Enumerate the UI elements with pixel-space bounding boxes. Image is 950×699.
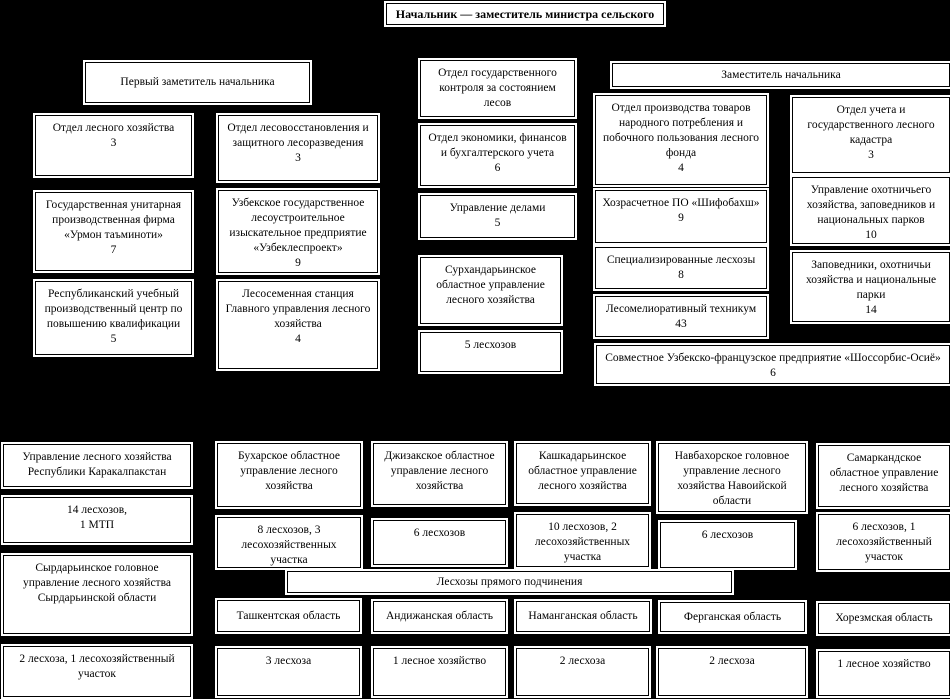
box-label: Ферганская область xyxy=(683,610,782,623)
box-label: Отдел экономики, финансов и бухгалтерского учета xyxy=(428,132,567,159)
box-label: Наманганская область xyxy=(528,610,638,622)
box-khorezm-count xyxy=(818,651,950,696)
box-count: 5 xyxy=(494,217,501,229)
box-label: Отдел производства товаров народного потребления и побочного пользования лесного фонда xyxy=(602,102,760,159)
box-count: 5 xyxy=(110,333,117,345)
box-tashkent-count xyxy=(217,648,360,696)
box-specialized-leskhozes xyxy=(595,247,767,289)
box-dept-economics xyxy=(420,125,575,186)
box-kashkadarya xyxy=(516,443,649,504)
box-label: Управление охотничьего хозяйства, заповедников и национальных парков xyxy=(806,184,936,226)
box-count: 10 xyxy=(865,229,877,241)
box-label: Специализированные лесхозы xyxy=(606,254,756,266)
box-navbakhor xyxy=(658,443,806,512)
box-count: 4 xyxy=(295,333,301,345)
box-label: 5 лесхозов xyxy=(464,339,517,351)
box-label: Управление лесного хозяйства Республики Каракалпакстан xyxy=(22,451,172,478)
box-kashkadarya-count xyxy=(516,514,649,567)
box-namangan-region xyxy=(516,601,650,632)
box-hunting-dept xyxy=(792,177,950,244)
box-label: Совместное Узбекско-французское предприятие «Шоссорбис-Осиё» xyxy=(605,352,941,364)
box-label: Сурхандарьинское областное управление лесного хозяйства xyxy=(436,264,545,306)
box-surkhandarya xyxy=(420,257,561,324)
box-dept-reforestation xyxy=(218,115,378,181)
box-label: Первый заметитель начальника xyxy=(120,76,275,88)
box-direct-leskhozes-bar xyxy=(287,571,732,593)
box-surkhandarya-count xyxy=(420,332,561,372)
box-label: Заповедники, охотничьи хозяйства и национальные парки xyxy=(805,259,937,301)
chart-title xyxy=(386,3,664,25)
box-namangan-count xyxy=(516,648,649,696)
box-dept-forestry xyxy=(35,115,192,176)
box-label: Андижанская область xyxy=(386,610,493,622)
box-label: Управление делами xyxy=(449,202,546,214)
box-technikum xyxy=(595,296,767,337)
box-label: 8 лесхозов, 3 лесохозяйственных участка xyxy=(241,524,337,566)
box-count: 1 МТП xyxy=(79,519,115,531)
box-samarkand-count xyxy=(818,514,950,570)
box-bukhara-count xyxy=(217,517,361,568)
box-label: Хорезмская область xyxy=(835,612,933,624)
box-label: Джизакское областное управление лесного хозяйства xyxy=(384,450,495,492)
box-label: Лесхозы прямого подчинения xyxy=(436,575,583,588)
box-label: Кашкадарьинское областное управление лесного хозяйства xyxy=(528,450,637,492)
box-label: Бухарское областное управление лесного хозяйства xyxy=(238,450,340,492)
box-count: 14 xyxy=(865,304,877,316)
box-label: 2 лесхоза, 1 лесохозяйственный участок xyxy=(19,653,175,680)
box-syrdarya-count xyxy=(3,646,191,697)
box-karakalpakstan-count xyxy=(3,497,191,543)
box-dept-consumer-goods xyxy=(595,95,767,185)
box-seed-station xyxy=(218,281,378,369)
box-firm-urmon xyxy=(35,192,192,271)
box-count: 7 xyxy=(110,244,117,256)
box-label: 3 лесхоза xyxy=(265,655,312,667)
box-count: 3 xyxy=(868,149,874,161)
box-label: Государственная унитарная производственная фирма «Урмон таъминоти» xyxy=(45,199,182,241)
box-label: Самаркандское областное управление лесного хозяйства xyxy=(829,452,939,494)
box-label: Лесомелиоративный техникум xyxy=(605,303,757,315)
box-count: 43 xyxy=(675,318,687,330)
box-label: Узбекское государственное лесоустроительное изыскательное предприятие «Узбеклеспроект» xyxy=(229,197,367,254)
box-first-deputy xyxy=(85,62,310,103)
box-andijan-count xyxy=(373,648,506,696)
box-label: 6 лесхозов, 1 лесохозяйственный участок xyxy=(836,521,932,563)
box-deputy xyxy=(612,63,950,87)
box-label: Отдел учета и государственного лесного кадастра xyxy=(807,104,935,146)
box-syrdarya xyxy=(3,555,191,634)
box-office-management xyxy=(420,195,575,238)
box-label: 1 лесное хозяйство xyxy=(837,658,931,670)
box-karakalpakstan xyxy=(3,444,191,487)
box-joint-venture xyxy=(596,345,950,384)
box-label: 10 лесхозов, 2 лесохозяйственных участка xyxy=(534,521,631,563)
box-label: 6 лесхозов xyxy=(413,527,466,539)
box-khorezm-region xyxy=(818,603,950,634)
box-samarkand xyxy=(818,445,950,507)
box-count: 9 xyxy=(295,257,301,269)
box-reserves xyxy=(792,252,950,322)
box-label: 6 лесхозов xyxy=(701,529,754,541)
box-label: Сырдарьинское головное управление лесного хозяйства Сырдарьинской области xyxy=(23,562,171,604)
box-count: 6 xyxy=(770,367,776,379)
box-count: 8 xyxy=(678,269,684,281)
box-label: 1 лесное хозяйство xyxy=(392,655,487,667)
box-dept-state-control xyxy=(420,60,575,117)
box-uzbeklesproekt xyxy=(218,190,378,273)
box-label: 14 лесхозов, xyxy=(66,504,128,516)
box-dept-cadastre xyxy=(792,97,950,173)
box-fergana-region xyxy=(660,602,805,632)
box-navbakhor-count xyxy=(660,522,795,568)
box-label: Хозрасчетное ПО «Шифобахш» xyxy=(602,197,760,209)
box-count: 3 xyxy=(110,137,117,149)
box-jizzakh-count xyxy=(373,520,506,565)
chart-title-label: Начальник — заместитель министра сельского xyxy=(395,6,655,21)
box-count: 9 xyxy=(678,212,684,224)
box-label: Республиканский учебный производственный центр по повышению квалификации xyxy=(44,288,183,330)
box-andijan-region xyxy=(373,601,506,632)
box-label: Ташкентская область xyxy=(236,609,341,622)
box-label: Заместитель начальника xyxy=(721,68,841,81)
box-label: 2 лесхоза xyxy=(559,655,606,667)
box-label: 2 лесхоза xyxy=(709,655,755,667)
box-count: 6 xyxy=(494,162,501,174)
box-training-center xyxy=(35,281,192,355)
box-label: Отдел лесовосстановления и защитного лесоразведения xyxy=(227,122,369,149)
box-label: Отдел государственного контроля за состоянием лесов xyxy=(438,67,557,109)
box-count: 3 xyxy=(295,152,301,164)
box-fergana-count xyxy=(658,648,806,696)
box-label: Лесосеменная станция Главного управления лесного хозяйства xyxy=(225,288,371,330)
box-jizzakh xyxy=(373,443,506,505)
box-bukhara xyxy=(217,443,361,507)
box-shifobakhsh xyxy=(595,190,767,243)
box-label: Отдел лесного хозяйства xyxy=(52,122,175,134)
box-label: Навбахорское головное управление лесного хозяйства Навоийской области xyxy=(674,450,790,507)
box-count: 4 xyxy=(678,162,684,174)
box-tashkent-region xyxy=(217,600,360,632)
